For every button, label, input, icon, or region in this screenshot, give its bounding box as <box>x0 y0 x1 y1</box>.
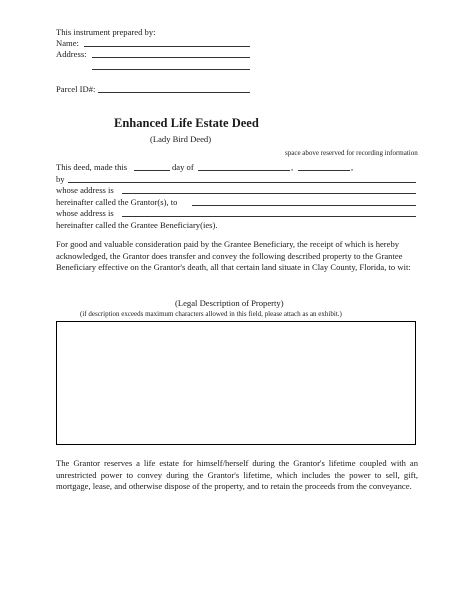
address-field-line-1[interactable] <box>92 57 250 58</box>
grantee-called-label: hereinafter called the Grantee Beneficiary(ies). <box>56 220 218 230</box>
grantor-address-label: whose address is <box>56 185 114 195</box>
prepared-by-label: This instrument prepared by: <box>56 27 156 37</box>
legal-description-note: (if description exceeds maximum characters allowed in this field, please attach as an exhibit.) <box>80 310 342 318</box>
address-field-line-2[interactable] <box>92 69 250 70</box>
day-of-label: day of <box>172 162 194 172</box>
legal-description-label: (Legal Description of Property) <box>175 298 284 308</box>
deed-title: Enhanced Life Estate Deed <box>114 116 259 130</box>
name-field[interactable] <box>84 46 250 47</box>
life-estate-reservation-paragraph: The Grantor reserves a life estate for himself/herself during the Grantor's lifetime coupled with an unrestricted power to convey during the Grantor's lifetime, which includes the power to sell, gift, mortgage, lease, and otherwise dispose of the property, and to retain the proceeds from the conveyance. <box>56 458 418 492</box>
consideration-paragraph: For good and valuable consideration paid by the Grantee Beneficiary, the receipt of which is hereby acknowledged, the Grantor does transfer and convey the following described property to the Grantee Beneficiary effective on the Grantor's death, all that certain land situate in Clay County, Florida, to wit: <box>56 239 411 273</box>
deed-year-field[interactable] <box>298 170 350 171</box>
parcel-id-field[interactable] <box>98 92 250 93</box>
parcel-id-label: Parcel ID#: <box>56 84 96 94</box>
comma-separator: , <box>291 162 294 172</box>
legal-description-field[interactable] <box>56 321 416 445</box>
grantee-address-label: whose address is <box>56 208 114 218</box>
grantor-address-field[interactable] <box>122 193 416 194</box>
deed-month-field[interactable] <box>198 170 290 171</box>
address-label: Address: <box>56 49 87 59</box>
deed-subtitle: (Lady Bird Deed) <box>150 134 212 144</box>
by-label: by <box>56 174 65 184</box>
comma-separator: , <box>351 162 354 172</box>
name-label: Name: <box>56 38 79 48</box>
grantee-address-field[interactable] <box>122 216 416 217</box>
grantor-called-label: hereinafter called the Grantor(s), to <box>56 197 178 207</box>
grantor-name-field[interactable] <box>68 182 416 183</box>
grantee-name-field[interactable] <box>192 205 416 206</box>
deed-day-field[interactable] <box>134 170 170 171</box>
deed-made-this-label: This deed, made this <box>56 162 128 172</box>
recording-reserved-note: space above reserved for recording information <box>285 149 418 157</box>
